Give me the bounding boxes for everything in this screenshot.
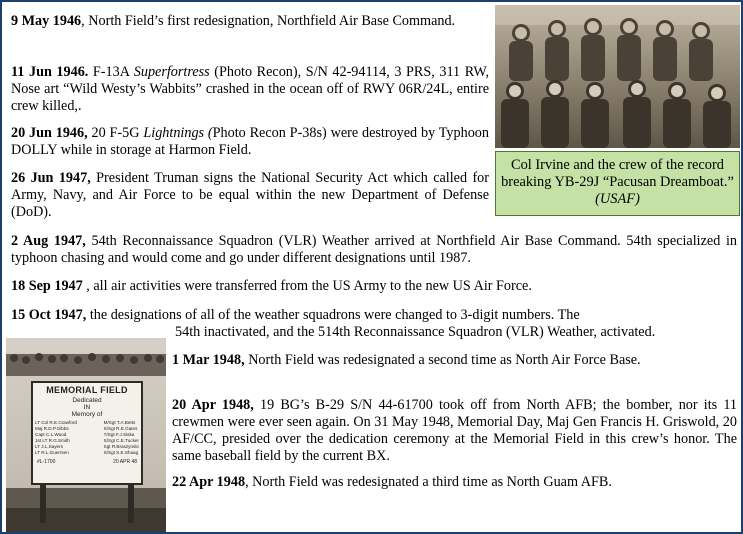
photo-caption (495, 151, 740, 216)
sign-name: LT R.L.Guerrsen (35, 450, 69, 455)
entry-date: 1 Mar 1948, (172, 352, 245, 368)
entry-text: Photo Recon P-38s) were destroyed by Typhoon DOLLY while in storage at Harmon Field. (11, 125, 489, 158)
sign-name: S/Sgt C.E.Tucker (103, 438, 139, 443)
entry-text: , North Field’s first redesignation, Northfield Air Base Command. (81, 13, 456, 29)
sign-names-left (35, 420, 77, 456)
entry-text: 20 F-5G (87, 125, 144, 141)
entry-date: 2 Aug 1947, (11, 233, 86, 249)
sign-title: MEMORIAL FIELD (46, 385, 128, 395)
sign-name: LT J.L.Sayers (35, 444, 63, 449)
timeline-entry-1948-03-01 (172, 352, 737, 369)
entry-text: the designations of all of the weather squadrons were changed to 3-digit numbers. The (86, 307, 580, 323)
sign-name: Maj R.D.P.Gibbs (35, 426, 69, 431)
entry-date: 15 Oct 1947, (11, 307, 87, 323)
entry-text-indented: 54th inactivated, and the 514th Reconnaissance Squadron (VLR) Weather, activated. (175, 324, 656, 340)
timeline-entry-1947-06-26 (11, 170, 489, 221)
caption-credit: (USAF) (595, 191, 640, 207)
crew-photo (495, 5, 740, 148)
timeline-entry-1947-08-02 (11, 233, 737, 267)
sign-names-right (104, 420, 139, 456)
entry-date: 20 Jun 1946, (11, 125, 88, 141)
caption-text: Col Irvine and the crew of the record breaking YB-29J “Pacusan Dreamboat.” (501, 157, 734, 190)
timeline-entry-1947-10-15 (11, 307, 737, 341)
entry-date: 9 May 1946 (11, 13, 82, 29)
sign-name: M/Sgt T.A.Betts (103, 420, 136, 425)
memorial-sign-photo (6, 338, 166, 532)
sign-name: T/Sgt F.J.Siska (103, 432, 135, 437)
sign-name: Sgt R.Braszynski (103, 444, 139, 449)
timeline-entry-1946-06-11 (11, 64, 489, 115)
timeline-entry-1947-09-18 (11, 278, 737, 295)
entry-date: 22 Apr 1948 (172, 474, 246, 490)
entry-text: 19 BG’s B-29 S/N 44-61700 took off from North AFB; the bomber, nor its 11 crewmen were ever seen again. On 31 May 1948, Memorial Day, Maj Gen Francis H. Griswold, 20 AF/CC, presided over the dedication ceremony at the Memorial Field in this crew’s honor. The same baseball field by the current BX. (172, 397, 737, 464)
entry-text: President Truman signs the National Security Act which called for Army, Navy, and Air Force to be equal within the new Department of Defense (DoD). (11, 170, 489, 220)
entry-date: 20 Apr 1948, (172, 397, 254, 413)
entry-date: 18 Sep 1947 (11, 278, 83, 294)
sign-board (32, 382, 142, 484)
entry-text: , North Field was redesignated a third time as North Guam AFB. (245, 474, 612, 490)
timeline-entry-1946-05-09 (11, 13, 489, 30)
entry-text: , all air activities were transferred from the US Army to the new US Air Force. (82, 278, 532, 294)
sign-name: S/Sgt S.E.Shaag (103, 450, 139, 455)
sign-footer-right: 20 APR 48 (113, 459, 137, 465)
sign-name: S/Sgt R.E.Gates (103, 426, 138, 431)
sign-footer-left: #L-1700 (37, 459, 56, 465)
timeline-entry-1948-04-22 (172, 474, 737, 491)
entry-italic: Lightnings ( (143, 125, 213, 141)
sign-subtitle-1: Dedicated (72, 397, 102, 404)
entry-text: F-13A (88, 64, 134, 80)
sign-name: Capt C.L.Wood (35, 432, 67, 437)
sign-subtitle-3: Memory of (71, 411, 103, 418)
entry-text: North Field was redesignated a second time as North Air Force Base. (244, 352, 641, 368)
entry-italic: Superfortress (133, 64, 210, 80)
entry-text: (Photo Recon), S/N 42-94114, 3 PRS, 311 RW, Nose art “Wild Westy’s Wabbits” crashed in the ocean off of RWY 06R/24L, entire crew killed,. (11, 64, 490, 114)
entry-date: 26 Jun 1947, (11, 170, 91, 186)
entry-date: 11 Jun 1946. (11, 64, 89, 80)
timeline-entry-1948-04-20 (172, 397, 737, 465)
entry-text: 54th Reconnaissance Squadron (VLR) Weather arrived at Northfield Air Base Command. 54th specialized in typhoon chasing and would come and go under different designations until 1987. (11, 233, 737, 266)
sign-name: 1st LT R.G.Smith (35, 438, 70, 443)
sign-name: LT Col R.E.Crawford (35, 420, 77, 425)
timeline-entry-1946-06-20 (11, 125, 489, 159)
sign-subtitle-2: IN (83, 404, 91, 411)
